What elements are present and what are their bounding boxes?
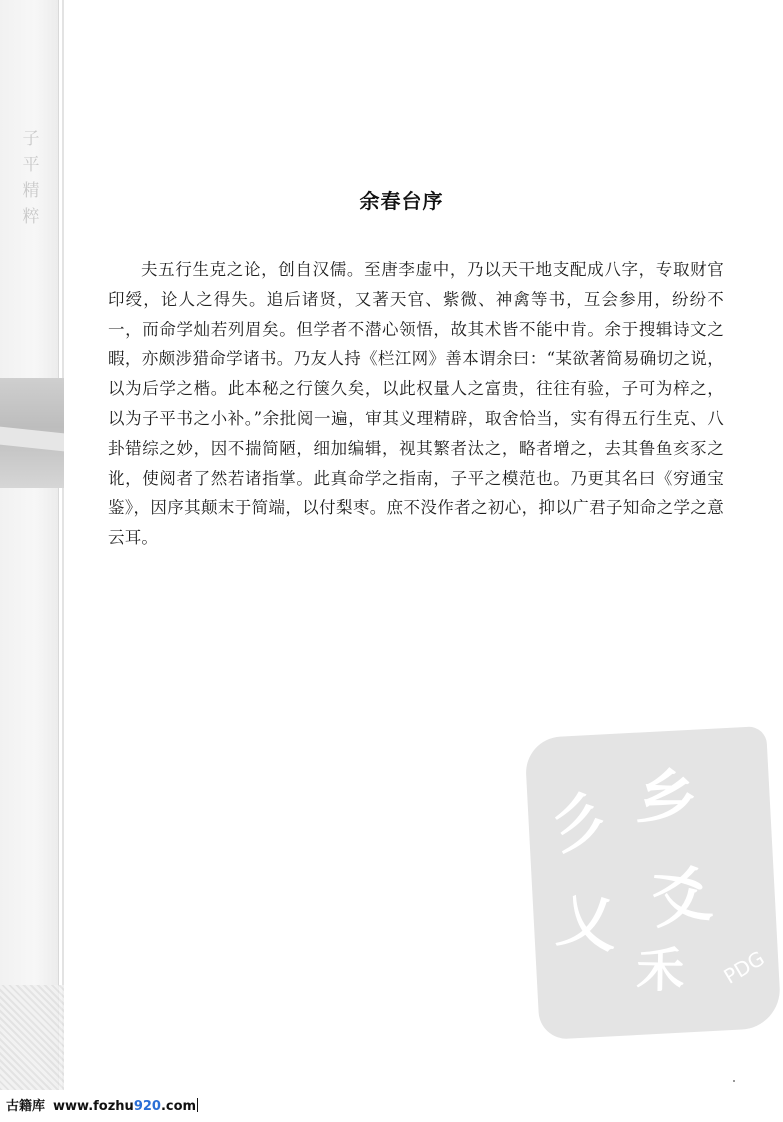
spine-edge-line bbox=[62, 0, 64, 1090]
spine-char: 精 bbox=[22, 181, 40, 201]
spine-char: 子 bbox=[22, 129, 40, 149]
spine-running-title bbox=[20, 126, 42, 230]
spine-scan-noise bbox=[0, 985, 64, 1090]
seal-stroke: 爻 bbox=[646, 859, 717, 938]
page-title: 余春台序 bbox=[359, 189, 444, 213]
seal-stroke: 彡 bbox=[539, 782, 616, 866]
spine-char: 平 bbox=[22, 155, 40, 175]
preface-body: 夫五行生克之论，创自汉儒。至唐李虚中，乃以天干地支配成八字，专取财官印绶，论人之得失。追后诸贤，又著天官、紫微、神禽等书，互会参用，纷纷不一，而命学灿若列眉矣。但学者不潜心领悟，故其术皆不能中肯。余于搜辑诗文之暇，亦颇涉猎命学诸书。乃友人持《栏江网》善本谓余曰：“某欲著简易确切之说，以为后学之楷。此本秘之行箧久矣，以此权量人之富贵，往往有验，子可为梓之，以为子平书之小补。”余批阅一遍，审其义理精辟，取舍恰当，实有得五行生克、八卦错综之妙，因不揣简陋，细加编辑，视其繁者汰之，略者增之，去其鲁鱼亥豕之讹，使阅者了然若诸指掌。此真命学之指南，子平之模范也。乃更其名曰《穷通宝鉴》，因序其颠末于简端，以付梨枣。庶不没作者之初心，抑以广君子知命之学之意云耳。 bbox=[108, 260, 724, 548]
text-cursor bbox=[197, 1098, 198, 1112]
footer-url-prefix: www.fozhu bbox=[53, 1099, 134, 1114]
seal-stroke: 乡 bbox=[633, 761, 700, 837]
spine-char: 粹 bbox=[22, 207, 40, 227]
seal-watermark bbox=[524, 726, 781, 1040]
footer-url-number: 920 bbox=[133, 1099, 161, 1114]
footer-url-suffix: .com bbox=[160, 1099, 197, 1114]
seal-stroke: 禾 bbox=[635, 942, 685, 1000]
seal-mark-text: PDG bbox=[719, 946, 769, 989]
seal-stroke: 乂 bbox=[553, 885, 622, 962]
footer-site-name: 古籍库 bbox=[6, 1099, 46, 1114]
footer-watermark bbox=[6, 1095, 198, 1114]
scan-speck bbox=[733, 1080, 735, 1082]
